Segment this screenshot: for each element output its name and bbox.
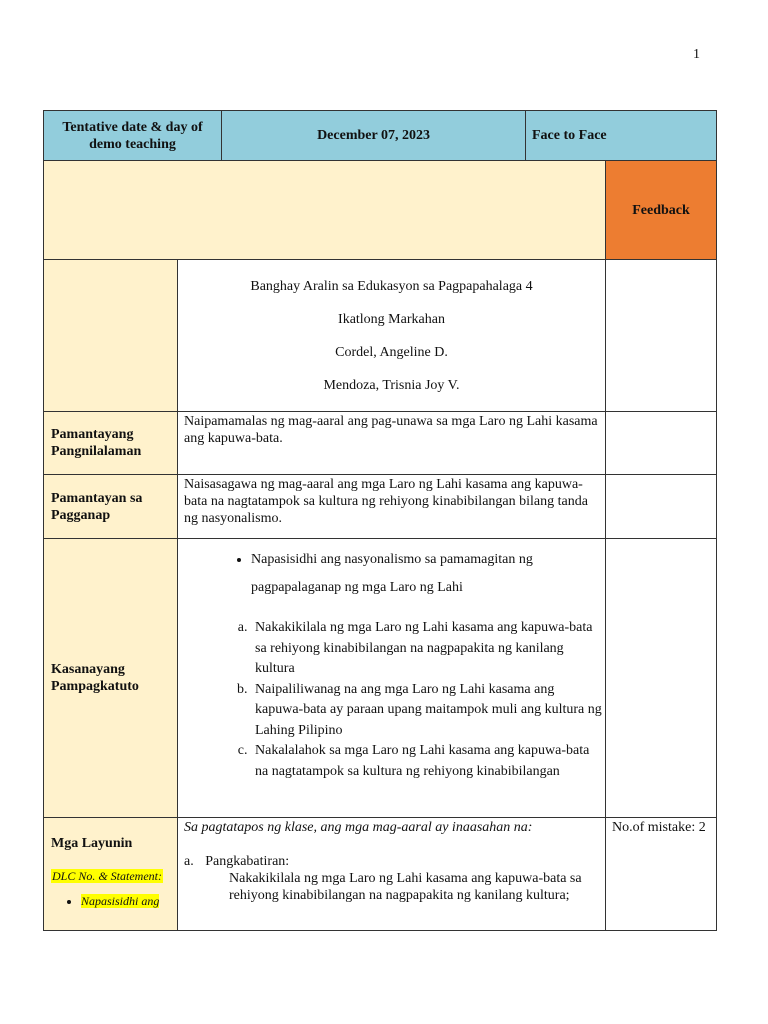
competency-content [178, 539, 606, 818]
author-1: Cordel, Angeline D. [335, 345, 448, 360]
objectives-sub-text: Nakakikilala ng mga Laro ng Lahi kasama ang kapuwa-bata sa rehiyong kinabibilangan na nagpapakita ng kanilang kultura; [229, 871, 582, 903]
content-standard-row [44, 412, 717, 475]
title-row [44, 260, 717, 412]
title-label-cell [44, 260, 178, 412]
feedback-cell-performance-standard [606, 475, 717, 539]
competency-row [44, 539, 717, 818]
performance-standard-row [44, 475, 717, 539]
performance-standard-text: Naisasagawa ng mag-aaral ang mga Laro ng Lahi kasama ang kapuwa-bata na nagtatampok sa kultura ng rehiyong kinabibilangan bilang tanda ng nasyonalismo. [178, 475, 606, 539]
performance-standard-label: Pamantayan sa Pagganap [44, 475, 178, 539]
objectives-label: Mga Layunin [51, 836, 133, 851]
competency-item-c: c. Nakalalahok sa mga Laro ng Lahi kasama ang kapuwa-bata na nagtatampok sa kultura ng rehiyong kinabibilangan [251, 741, 605, 782]
competency-items [178, 618, 605, 782]
dlc-list [51, 891, 177, 912]
competency-item-b: b. Naipaliliwanag na ang mga Laro ng Lahi kasama ang kapuwa-bata ay paraan upang maitampok muli ang kultura ng Lahing Pilipino [251, 680, 605, 742]
blank-cream-cell [44, 161, 606, 260]
objectives-intro: Sa pagtatapos ng klase, ang mga mag-aaral ay inaasahan na: [184, 820, 533, 835]
feedback-header-row [44, 161, 717, 260]
lesson-plan-table [43, 110, 717, 931]
objectives-feedback: No.of mistake: 2 [606, 818, 717, 931]
feedback-label: Feedback [606, 161, 717, 260]
date-value: December 07, 2023 [317, 128, 430, 143]
competency-item-a: a. Nakakikilala ng mga Laro ng Lahi kasama ang kapuwa-bata sa rehiyong kinabibilangan na nagpapakita ng kanilang kultura [251, 618, 605, 680]
title-block [178, 260, 606, 412]
content-standard-text: Naipamamalas ng mag-aaral ang pag-unawa sa mga Laro ng Lahi kasama ang kapuwa-bata. [178, 412, 606, 475]
objectives-sub-marker: a. [184, 854, 194, 869]
mode-cell [526, 111, 717, 161]
header-row [44, 111, 717, 161]
feedback-cell-competency [606, 539, 717, 818]
feedback-cell-content-standard [606, 412, 717, 475]
competency-label: Kasanayang Pampagkatuto [44, 539, 178, 818]
dlc-item [81, 891, 177, 912]
dlc-label: DLC No. & Statement: [52, 869, 162, 883]
objectives-sub-heading [184, 853, 599, 870]
objectives-content [178, 818, 606, 931]
objectives-label-cell [44, 818, 178, 931]
objectives-sub-label: Pangkabatiran: [205, 854, 290, 869]
competency-bullet: • Napasisidhi ang nasyonalismo sa pamamagitan ng pagpapalaganap ng mga Laro ng Lahi [251, 546, 605, 602]
competency-bullet-list [178, 546, 605, 602]
teaching-mode: Face to Face [532, 128, 607, 143]
content-standard-label: Pamantayang Pangnilalaman [44, 412, 178, 475]
feedback-cell-title [606, 260, 717, 412]
page-number: 1 [693, 47, 700, 62]
quarter: Ikatlong Markahan [338, 312, 445, 327]
date-label: Tentative date & day of demo teaching [62, 119, 203, 152]
author-2: Mendoza, Trisnia Joy V. [323, 378, 460, 393]
date-label-cell [44, 111, 222, 161]
date-value-cell [222, 111, 526, 161]
subject-title: Banghay Aralin sa Edukasyon sa Pagpapahalaga 4 [250, 279, 533, 294]
dlc-item-text: Napasisidhi ang [81, 894, 160, 908]
objectives-row [44, 818, 717, 931]
